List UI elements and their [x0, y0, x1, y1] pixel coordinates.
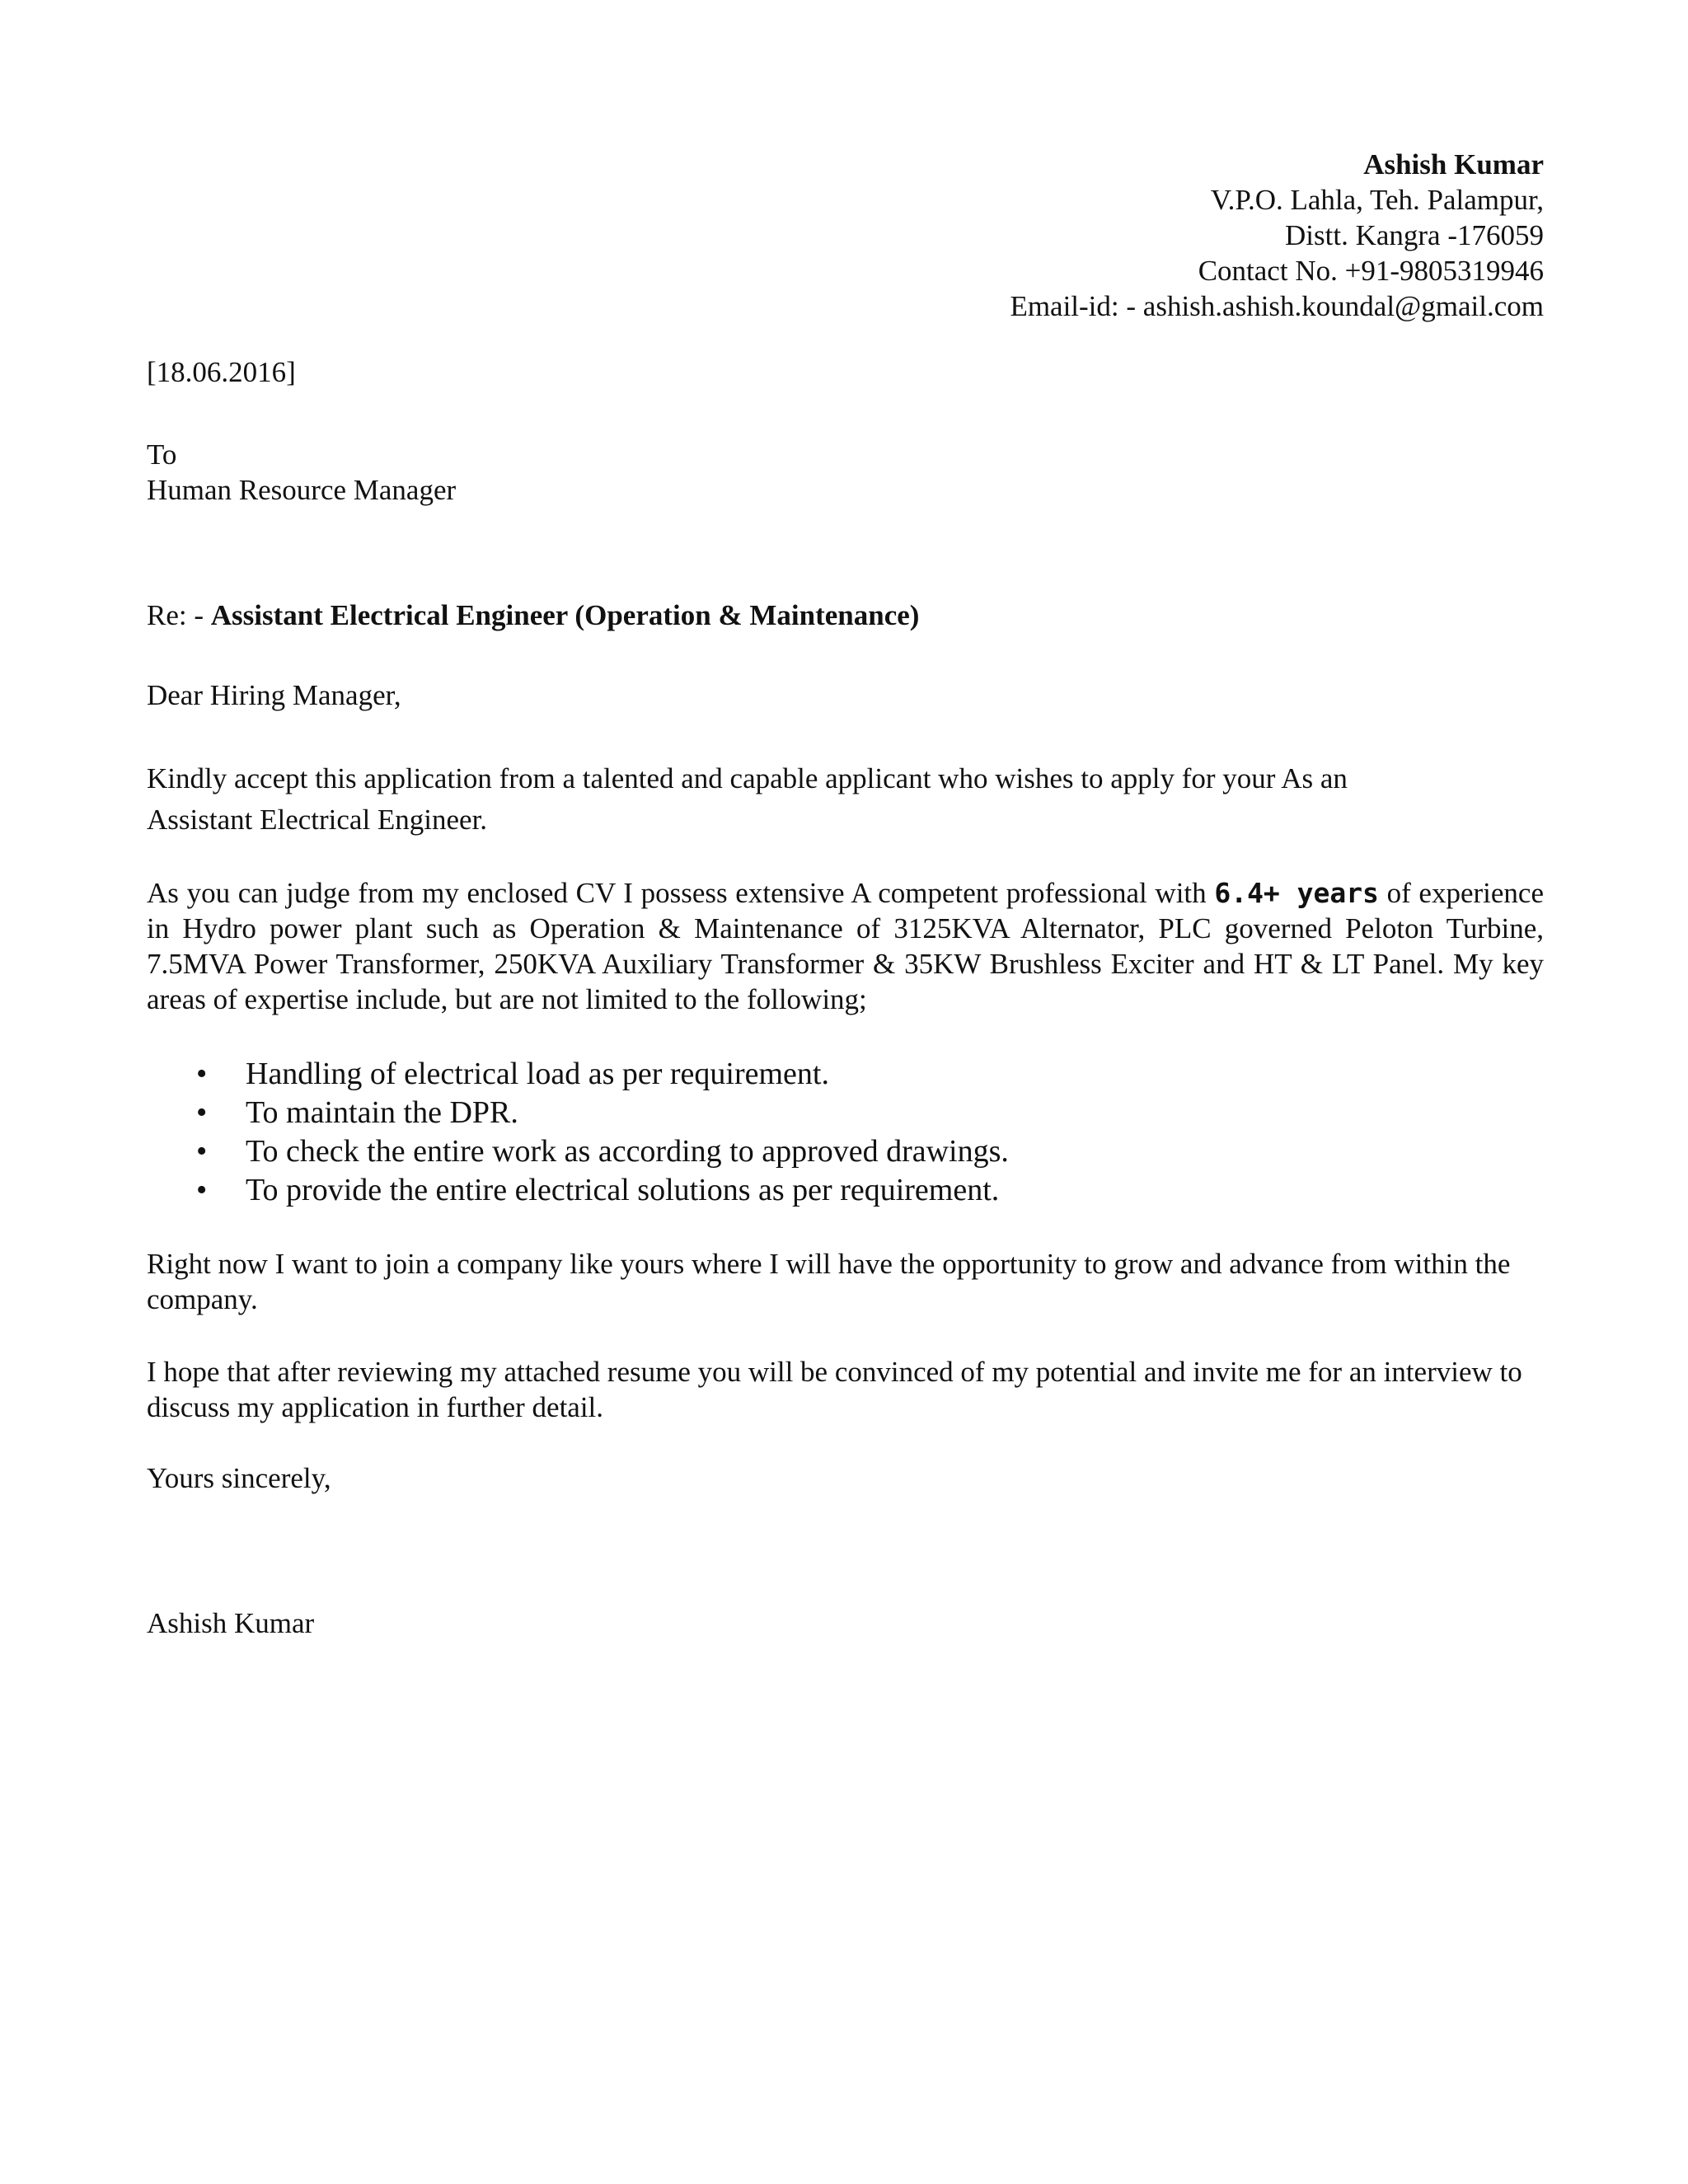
bullet-icon: • [196, 1057, 208, 1091]
experience-text-after: of experience in Hydro power plant such as Operation & Maintenance of 3125KVA Alternator, PLC governed Peloton Turbine, 7.5MVA Power Transformer, 250KVA Auxiliary Transformer & 35KW Brushless Exciter and HT & LT Panel. My key areas of expertise include, but are not limited to the following; [147, 877, 1544, 1015]
greeting: Dear Hiring Manager, [147, 679, 401, 711]
signature-name: Ashish Kumar [147, 1607, 315, 1639]
reference-subject: Assistant Electrical Engineer (Operation & Maintenance) [210, 599, 920, 631]
paragraph-intro [147, 758, 1544, 841]
list-item [147, 1094, 1544, 1132]
letter-date: [18.06.2016] [147, 356, 296, 388]
recipient-to: To [147, 438, 177, 471]
paragraph-motivation: Right now I want to join a company like yours where I will have the opportunity to grow and advance from within the company. [147, 1248, 1511, 1315]
sender-address-line1: V.P.O. Lahla, Teh. Palampur, [1210, 184, 1544, 216]
list-item-text: To provide the entire electrical solutions as per requirement. [246, 1173, 1000, 1207]
list-item [147, 1171, 1544, 1210]
reference-line [147, 598, 1544, 633]
list-item [147, 1132, 1544, 1171]
bullet-icon: • [196, 1134, 208, 1169]
list-item-text: To check the entire work as according to approved drawings. [246, 1134, 1009, 1169]
experience-years: 6.4+ years [1214, 877, 1379, 909]
expertise-list [147, 1055, 1544, 1210]
reference-prefix: Re: - [147, 599, 211, 631]
sender-contact: Contact No. +91-9805319946 [1198, 255, 1544, 287]
paragraph-intro-line1: Kindly accept this application from a talented and capable applicant who wishes to apply for your As an [147, 762, 1348, 794]
paragraph-experience [147, 875, 1544, 1017]
sender-block [1010, 147, 1544, 324]
closing: Yours sincerely, [147, 1462, 331, 1494]
bullet-icon: • [196, 1173, 208, 1207]
recipient-title: Human Resource Manager [147, 474, 457, 506]
paragraph-request: I hope that after reviewing my attached resume you will be convinced of my potential and invite me for an interview to discuss my application in further detail. [147, 1356, 1522, 1423]
list-item-text: Handling of electrical load as per requirement. [246, 1057, 829, 1091]
bullet-icon: • [196, 1095, 208, 1130]
list-item [147, 1055, 1544, 1094]
sender-email: Email-id: - ashish.ashish.koundal@gmail.com [1010, 290, 1544, 322]
sender-name: Ashish Kumar [1363, 148, 1544, 180]
recipient-block [147, 437, 1544, 508]
sender-address-line2: Distt. Kangra -176059 [1285, 219, 1544, 251]
experience-text-before: As you can judge from my enclosed CV I possess extensive A competent professional with [147, 877, 1215, 909]
list-item-text: To maintain the DPR. [246, 1095, 518, 1130]
paragraph-intro-line2: Assistant Electrical Engineer. [147, 804, 488, 836]
